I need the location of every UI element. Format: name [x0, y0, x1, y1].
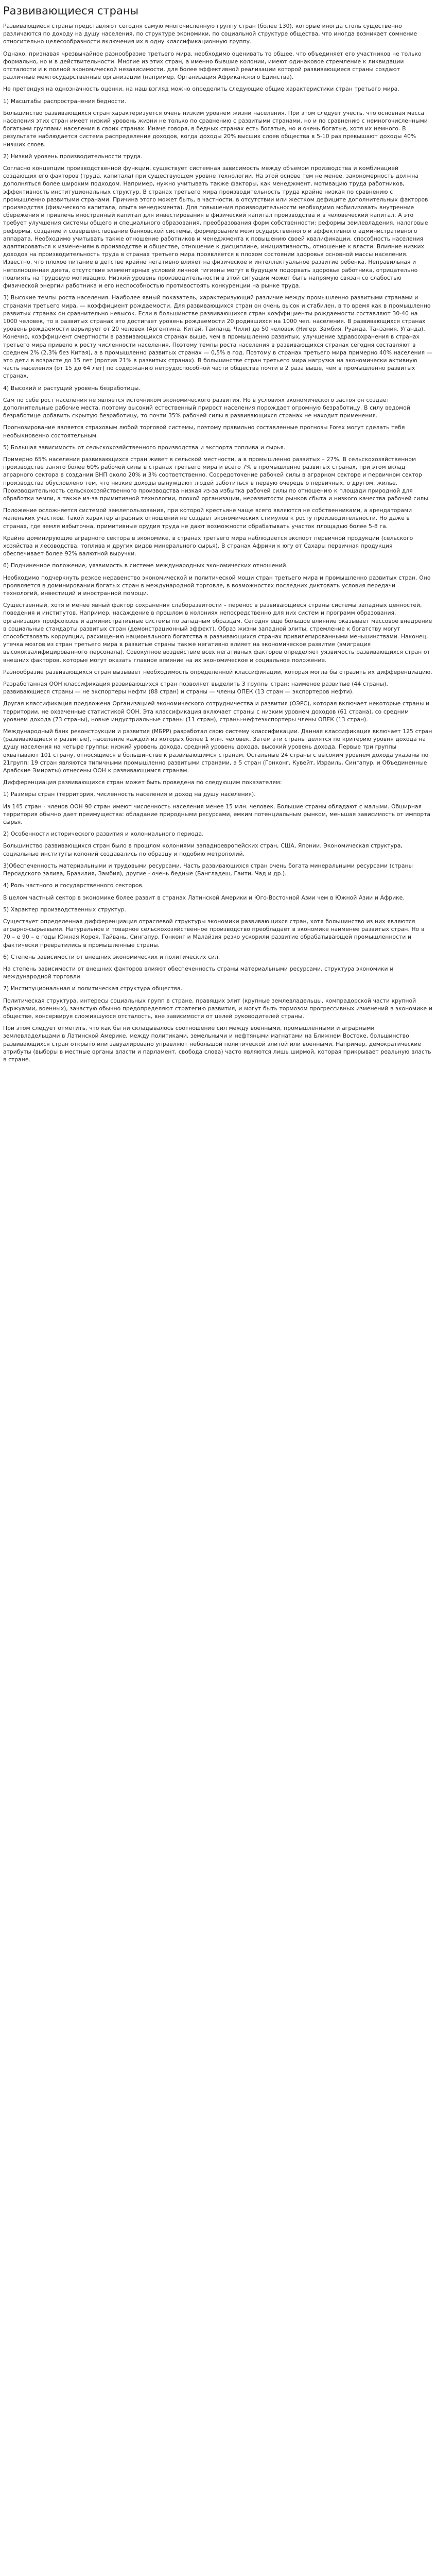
article-paragraph: 5) Большая зависимость от сельскохозяйственного производства и экспорта топлива и сырья. — [3, 444, 286, 451]
article-paragraph: 4) Роль частного и государственного секторов. — [3, 882, 144, 889]
article-paragraph: Крайне доминирующие аграрного сектора в экономике, в странах третьего мира наблюдается экспорт первичной продукции (сельского хозяйства и лесоводства, топлива и других видов минерального сырья). В странах Африки к югу от Сахары первичная продукция обеспечивает более 92% валютной выручки. — [3, 534, 413, 557]
page-title: Развивающиеся страны — [3, 5, 139, 17]
article-body — [3, 22, 433, 1063]
article-paragraph: Из 145 стран - членов ООН 90 стран имеют численность населения менее 15 млн. человек. Большие страны обладают с малыми. Обширная территория обычно дает преимущества: обладание природными ресурсами, емким потенциальным рынком, меньшая зависимость от импорта сырья. — [3, 803, 430, 826]
article-paragraph: Согласно концепции производственной функции, существует системная зависимость между объемом производства и комбинацией создающих его факторов (труда, капитала) при существующем уровне технологии. На этой основе тем не менее, закономерность должна дополняться более широким подходом. Например, нужно учитывать также факторы, как менеджмент, мотивацию труда работников, эффективность институциональных структур. В странах третьего мира производительность труда крайне низкая по сравнению с промышленно развитыми странами. Причина этого может быть, в частности, в отсутствии или жестком дефиците дополнительных факторов производства (физического капитала, опыта менеджмента). Для повышения производительности необходимо мобилизовать внутренние сбережения и привлечь иностранный капитал для инвестирования в физический капитал производства и в человеческий капитал. А это требует улучшения системы общего и специального образования, преобразования форм собственности: реформы землевладения, налоговые реформы, создание и совершенствование банковской системы, формирование межгосударственного и эффективного административного аппарата. Необходимо учитывать также отношение работников и менеджмента к повышению своей квалификации, способность населения адаптироваться к изменениям в производстве и обществе, отношение к дисциплине, инициативность, отношение к власти. Влияние низких доходов на производительность труда в странах третьего мира проявляется в плохом состоянии здоровья основной массы населения. Известно, что плохое питание в детстве крайне негативно влияет на физическое и интеллектуальное развитие ребенка. Неправильная и неполноценная диета, отсутствие элементарных условий личной гигиены могут в будущем подорвать здоровье работника, отрицательно повлиять на трудовую мотивацию. Низкий уровень производительности в этой ситуации может быть напрямую связан со слабостью физической энергии работника и его неспособностью противостоять конкуренции на рынке труда. — [3, 165, 428, 290]
article-paragraph: 1) Масштабы распространения бедности. — [3, 97, 127, 105]
article-paragraph: 6) Подчиненное положение, уязвимость в системе международных экономических отношений. — [3, 562, 288, 569]
article-paragraph: 4) Высокий и растущий уровень безработицы. — [3, 384, 141, 392]
article-paragraph: 2) Низкий уровень производительности труда. — [3, 152, 143, 160]
article-paragraph: 1) Размеры стран (территория, численность населения и доход на душу населения). — [3, 791, 256, 798]
article-paragraph: Большинство развивающихся стран характеризуется очень низким уровнем жизни населения. При этом следует учесть, что основная масса населения этих стран имеет низкий уровень жизни не только по сравнению с развитыми странами, но и по сравнению с немногочисленными богатыми группами населения в своих странах. Иначе говоря, в бедных странах есть богатые, но и очень богатые, хотя их немного. В результате наблюдается система распределения доходов, когда доходы 20% высших слоев общества в 5-10 раз превышают доходы 40% низших слоев. — [3, 109, 428, 148]
article-paragraph: При этом следует отметить, что как бы ни складывалось соотношение сил между военными, промышленными и аграрными землевладельцами в Латинской Америке, между политиками, земельными и нефтяными магнатами на Ближнем Востоке, большинство развивающихся стран открыто или завуалировано управляют небольшой политической элитой или военными. Например, демократические атрибуты (выборы в местные органы власти и парламент, свобода слова) часто являются лишь ширмой, которая прикрывает реальную власть в стране. — [3, 1025, 431, 1063]
article-paragraph: Международный банк реконструкции и развития (МБРР) разработал свою систему классификации. Данная классификация включает 125 стран (развивающиеся и развитые), население каждой из которых более 1 млн. человек. Затем эти страны делятся по критерию уровня дохода на душу населения на четыре группы: низкий уровень дохода, средний уровень дохода, высокий уровень дохода. Первые три группы охватывают 101 страну, относящиеся в большинстве к развивающимся странам. Остальные 24 страны с высоким уровнем дохода указаны по 21групп; 19 стран являются типичными промышленно развитыми странами, а 5 стран (Гонконг, Кувейт, Израиль, Сингапур, и Объединенные Арабские Эмираты) отнесены ООН к развивающимся странам. — [3, 728, 432, 774]
article-paragraph: Существенный, хотя и менее явный фактор сохранения слаборазвитости – перенос в развивающиеся страны системы западных ценностей, поведения и институтов. Например, насаждение в прошлом в колониях непосредственно для них систем и программ образования, организация профсоюзов и административные системы по западным образцам. Сегодня ещё большое влияние оказывает массовое внедрение в социальные стандарты развитых стран (демонстрационный эффект). Образ жизни западной элиты, стремление к богатству могут способствовать коррупции, расхищению национального богатства в развивающихся странах привилегированными меньшинствами. Наконец, утечка мозгов из стран третьего мира в развитые страны также негативно влияет на экономическое развитие (эмиграция высококвалифицированного персонала). Совокупное воздействие всех негативных факторов определяет уязвимость развивающихся стран от внешних факторов, которые могут оказать главное влияние на их экономическое и социальное положение. — [3, 602, 432, 664]
article-paragraph: Существует определенная дифференциация отраслевой структуры экономики развивающихся стран, хотя большинство из них являются аграрно-сырьевыми. Натуральное и товарное сельскохозяйственное производство преобладает в экономике наименее развитых стран. Но в 70 – е 90 – е годы Южная Корея, Тайвань, Сингапур, Гонконг и Малайзия резко ускорили развитие обрабатывающей промышленности и фактически превратились в промышленные страны. — [3, 918, 425, 948]
article-paragraph: Положение осложняется системой землепользования, при которой крестьяне чаще всего являются не собственниками, а арендаторами маленьких участков. Такой характер аграрных отношений не создает экономических стимулов к росту производительности. Но даже в странах, где земля избыточна, примитивные орудия труда не дают возможности обрабатывать участок площадью более 5-8 га. — [3, 507, 412, 530]
article-paragraph: В целом частный сектор в экономике более развит в странах Латинской Америки и Юго-Восточной Азии чем в Южной Азии и Африке. — [3, 894, 405, 901]
article-paragraph: Разработанная ООН классификация развивающихся стран позволяет выделить 3 группы стран: наименее развитые (44 страны), развивающиеся страны — не экспортеры нефти (88 стран) и страны — члены ОПЕК (13 стран — экспортеров нефти). — [3, 681, 388, 696]
article-paragraph: 7) Институциональная и политическая структура общества. — [3, 985, 183, 992]
article-paragraph: 6) Степень зависимости от внешних экономических и политических сил. — [3, 953, 220, 960]
article-paragraph: Необходимо подчеркнуть резкое неравенство экономической и политической мощи стран третьего мира и промышленно развитых стран. Оно проявляется в доминировании богатых стран в международной торговле, в возможностях последних диктовать условия передачи технологий, инвестиций и иностранной помощи. — [3, 574, 431, 597]
article-paragraph: Дифференциация развивающихся стран может быть проведена по следующим показателям: — [3, 779, 282, 786]
article-page — [0, 0, 436, 1063]
article-paragraph: Сам по себе рост населения не является источником экономического развития. Но в условиях экономического застоя он создает дополнительные рабочие места, поэтому высокий естественный прирост населения порождает огромную безработицу. В силу ведомой безработице добавить скрытую безработицу, то почти 35% рабочей силы в развивающихся странах не находит применения. — [3, 396, 410, 419]
article-paragraph: 3)Обеспеченность материальными и трудовыми ресурсами. Часть развивающихся стран очень богата минеральными ресурсами (страны Персидского залива, Бразилия, Замбия), другие - очень бедные (Бангладеш, Гаити, Чад и др.). — [3, 862, 413, 877]
article-paragraph: 5) Характер производственных структур. — [3, 906, 126, 913]
article-paragraph: На степень зависимости от внешних факторов влияют обеспеченность страны материальными ресурсами, структура экономики и международной торговли. — [3, 965, 394, 980]
article-paragraph: 2) Особенности исторического развития и колониального периода. — [3, 831, 204, 838]
article-paragraph: Развивающиеся страны представляют сегодня самую многочисленную группу стран (более 130), которые иногда столь существенно различаются по доходу на душу населения, по структуре экономики, по социальной структуре общества, что иногда возникает сомнение относительно целесообразности включения их в одну классификационную группу. — [3, 23, 417, 45]
article-paragraph: 3) Высокие темпы роста населения. Наиболее явный показатель, характеризующий различие между промышленно развитыми странами и странами третьего мира, — коэффициент рождаемости. Для развивающихся стран он очень высок и стабилен, в то время как в промышленно развитых странах он сравнительно невысок. Если в большинстве развивающихся стран коэффициенты рождаемости составляют 30-40 на 1000 человек, то в развитых странах это достигает уровень рождаемости 20 родившихся на 1000 чел. населения. В развивающихся странах уровень рождаемости варьирует от 20 человек (Аргентина, Китай, Таиланд, Чили) до 50 человек (Нигер, Замбия, Руанда, Танзания, Уганда). Конечно, коэффициент смертности в развивающихся странах выше, чем в промышленно развитых, улучшение здравоохранения в странах третьего мира привело к росту численности населения. Поэтому темпы роста населения в развивающихся странах сегодня составляют в среднем 2% (2,3% без Китая), а в промышленно развитых странах — 0,5% в год. Поэтому в странах третьего мира примерно 40% населения — это дети в возрасте до 15 лет (против 21% в развитых странах). В большинстве стран третьего мира нагрузка на экономически активную часть населения (от 15 до 64 лет) по содержанию нетрудоспособной части общества почти в 2 раза выше, чем в промышленно развитых странах. — [3, 294, 432, 380]
article-paragraph: Политическая структура, интересы социальных групп в стране, правящих элит (крупные землевладельцы, компрадорской части крупной буржуазии, военных), зачастую обычно предопределяют стратегию развития, и могут быть тормозом прогрессивных изменений в экономике и обществе, консервируя сложившуюся отсталость, вне зависимости от целей руководителей страны. — [3, 997, 432, 1020]
article-paragraph: Прогнозирование является страховым любой торговой системы, поэтому правильно составленные прогнозы Forex могут сделать тебя необыкновенно состоятельным. — [3, 424, 405, 439]
article-paragraph: Большинство развивающихся стран было в прошлом колониями западноевропейских стран, США, Японии. Экономическая структура, социальные институты колоний создавались по образцу и подобию метрополий. — [3, 842, 403, 857]
article-paragraph: Примерно 65% населения развивающихся стран живет в сельской местности, а в промышленно развитых – 27%. В сельскохозяйственном производстве занято более 60% рабочей силы в странах третьего мира и всего 7% в промышленно развитых странах, при этом вклад аграрного сектора в создании ВНП около 20% и 3% соответственно. Сосредоточение рабочей силы в аграрном секторе и первичном сектор производства обусловлено тем, что низкие доходы вынуждают людей заботиться в первую очередь о первичных, о другом, жилье. Производительность сельскохозяйственного производства низкая из-за избытка рабочей силы по отношению к площади природной для обработки земли, а также из-за примитивной технологии, плохой организации, неразвитости рынков сбыта и низкого качества рабочей силы. — [3, 455, 430, 502]
article-paragraph: Другая классификация предложена Организацией экономического сотрудничества и развития (ОЭРС), которая включает некоторые страны и территории, не охваченные статистикой ООН. Эта классификация включает страны с низким уровнем доходов (61 страна), со средним уровнем дохода (73 страны), новые индустриальные страны (11 стран), страны-нефтеэкспортеры члены ОПЕК (13 стран). — [3, 700, 430, 723]
article-paragraph: Не претендуя на однозначность оценки, на наш взгляд можно определить следующие общие характеристики стран третьего мира. — [3, 86, 399, 93]
article-paragraph: Разнообразие развивающихся стран вызывает необходимость определенной классификации, которая могла бы отразить их дифференциацию. — [3, 668, 432, 675]
article-paragraph: Однако, признавая чрезвычайное разнообразие третьего мира, необходимо оценивать то общее, что объединяет его участников не только формально, но и в действительности. Многие из этих стран, а именно бывшие колонии, имеют одинаковое стремление к ликвидации отсталости и к полной экономической независимости, для более эффективной реализации которой развивающиеся страны создают различные межгосударственные организации (например, Организация Африканского Единства). — [3, 50, 422, 81]
